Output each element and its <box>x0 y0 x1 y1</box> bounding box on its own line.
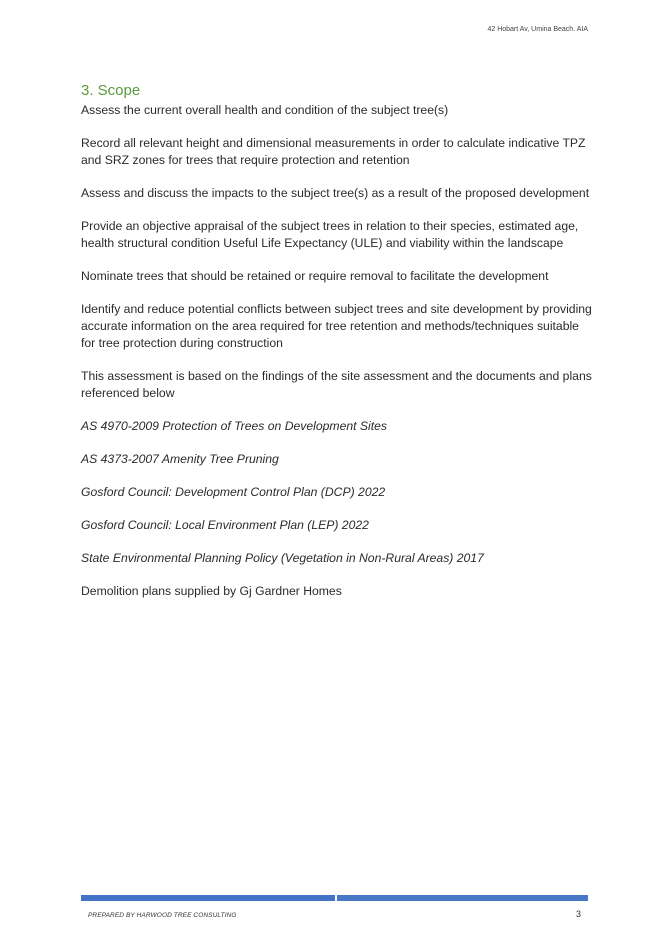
footer-bar-left-segment <box>81 895 335 901</box>
reference-document: AS 4373-2007 Amenity Tree Pruning <box>81 452 279 466</box>
header-reference: 42 Hobart Av, Umina Beach. AIA <box>487 26 588 33</box>
footer-bar-right-segment <box>337 895 588 901</box>
page-number: 3 <box>575 909 581 919</box>
reference-document: Gosford Council: Development Control Plan (DCP) 2022 <box>81 485 386 499</box>
footer-prepared-by: PREPARED BY HARWOOD TREE CONSULTING <box>88 912 237 919</box>
scope-paragraph: Provide an objective appraisal of the subject trees in relation to their species, estimated age, health structural condition Useful Life Expectancy (ULE) and viability within the landscape <box>81 219 579 250</box>
closing-paragraph: Demolition plans supplied by Gj Gardner Homes <box>81 584 342 598</box>
reference-document: AS 4970-2009 Protection of Trees on Development Sites <box>81 419 387 433</box>
footer-divider-bar <box>81 895 588 901</box>
section-heading: 3. Scope <box>81 82 141 99</box>
reference-document: State Environmental Planning Policy (Vegetation in Non-Rural Areas) 2017 <box>81 551 484 565</box>
scope-paragraph: Assess the current overall health and condition of the subject tree(s) <box>81 103 449 117</box>
scope-paragraph: This assessment is based on the findings of the site assessment and the documents and plans referenced below <box>81 369 592 400</box>
scope-paragraph: Nominate trees that should be retained or require removal to facilitate the development <box>81 269 549 283</box>
reference-document: Gosford Council: Local Environment Plan (LEP) 2022 <box>81 518 369 532</box>
scope-paragraph: Assess and discuss the impacts to the subject tree(s) as a result of the proposed development <box>81 186 590 200</box>
page-content <box>81 82 593 616</box>
scope-paragraph: Identify and reduce potential conflicts between subject trees and site development by providing accurate information on the area required for tree retention and methods/techniques suitable for tree protection during construction <box>81 302 592 350</box>
scope-paragraph: Record all relevant height and dimensional measurements in order to calculate indicative TPZ and SRZ zones for trees that require protection and retention <box>81 136 586 167</box>
